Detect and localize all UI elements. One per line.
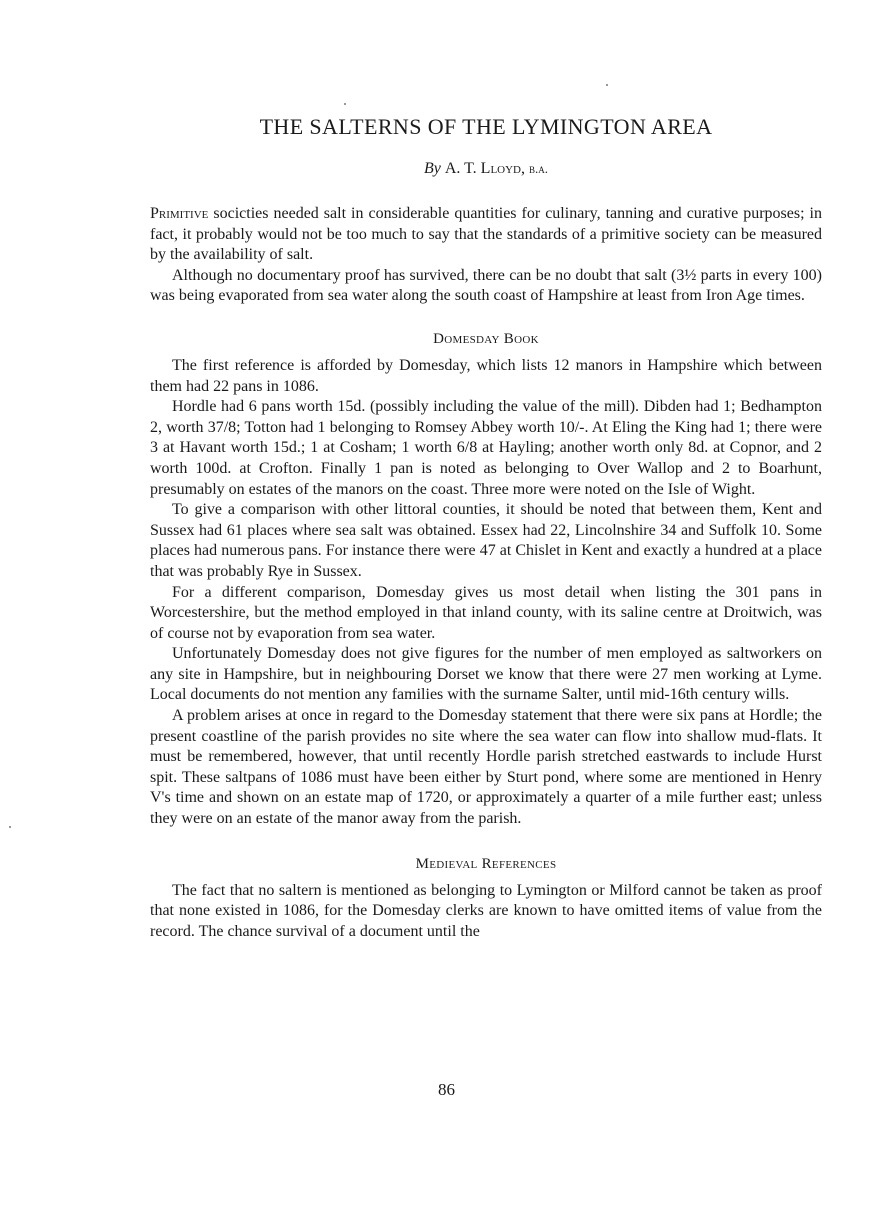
article-title: THE SALTERNS OF THE LYMINGTON AREA <box>259 114 713 139</box>
author-name: A. T. Lloyd, <box>444 160 526 177</box>
domesday-paragraph-1: The first reference is afforded by Domesday, which lists 12 manors in Hampshire which between them had 22 pans in 1086. <box>150 356 822 395</box>
page-number: 86 <box>438 1080 455 1099</box>
domesday-paragraph-5: Unfortunately Domesday does not give figures for the number of men employed as saltworkers on any site in Hampshire, but in neighbouring Dorset we know that there were 27 men working at Lyme. Local documents do not mention any families with the surname Salter, until mid-16th century wills. <box>150 645 822 704</box>
byline-prefix: By <box>423 160 441 177</box>
intro-paragraph-1 <box>150 204 822 266</box>
article-page <box>150 104 822 942</box>
section-heading-medieval: Medieval References <box>415 855 557 872</box>
domesday-paragraph-6: A problem arises at once in regard to the Domesday statement that there were six pans at Hordle; the present coastline of the parish provides no site where the sea water can flow into shallow mud-flats. It must be remembered, however, that until recently Hordle parish stretched eastwards to include Hurst spit. These saltpans of 1086 must have been either by Sturt pond, where some are mentioned in Henry V's time and shown on an estate map of 1720, or approximately a quarter of a mile further east; unless they were on an estate of the manor away from the parish. <box>150 707 822 828</box>
byline <box>150 160 822 178</box>
section-heading-domesday: Domesday Book <box>433 330 539 347</box>
scan-speck <box>606 84 608 86</box>
domesday-paragraph-4: For a different comparison, Domesday gives us most detail when listing the 301 pans in Worcestershire, but the method employed in that inland county, with its saline centre at Droitwich, was of course not by evaporation from sea water. <box>150 583 822 642</box>
intro-paragraph-2: Although no documentary proof has survived, there can be no doubt that salt (3½ parts in every 100) was being evaporated from sea water along the south coast of Hampshire at least from Iron Age times. <box>150 266 822 305</box>
domesday-paragraph-2: Hordle had 6 pans worth 15d. (possibly including the value of the mill). Dibden had 1; Bedhampton 2, worth 37/8; Totton had 1 belonging to Romsey Abbey worth 10/-. At Eling the King had 1; there were 3 at Havant worth 15d.; 1 at Cosham; 1 worth 6/8 at Hayling; another worth only 8d. at Copnor, and 2 worth 100d. at Crofton. Finally 1 pan is noted as belonging to Over Wallop and 2 to Boarhunt, presumably on estates of the manors on the coast. Three more were noted on the Isle of Wight. <box>150 398 822 498</box>
intro-paragraph-1-text: socicties needed salt in considerable quantities for culinary, tanning and curative purposes; in fact, it probably would not be too much to say that the standards of a primitive society can be measured by the availability of salt. <box>150 205 822 264</box>
domesday-paragraph-3: To give a comparison with other littoral counties, it should be noted that between them, Kent and Sussex had 61 places where sea salt was obtained. Essex had 22, Lincolnshire 34 and Suffolk 10. Some places had numerous pans. For instance there were 47 at Chislet in Kent and exactly a hundred at a place that was probably Rye in Sussex. <box>150 501 822 580</box>
intro-lead-word: Primitive <box>150 205 209 222</box>
medieval-paragraph-1: The fact that no saltern is mentioned as belonging to Lymington or Milford cannot be taken as proof that none existed in 1086, for the Domesday clerks are known to have omitted items of value from the record. The chance survival of a document until the <box>150 881 822 940</box>
author-degree: b.a. <box>529 161 549 176</box>
scan-speck <box>9 826 11 828</box>
